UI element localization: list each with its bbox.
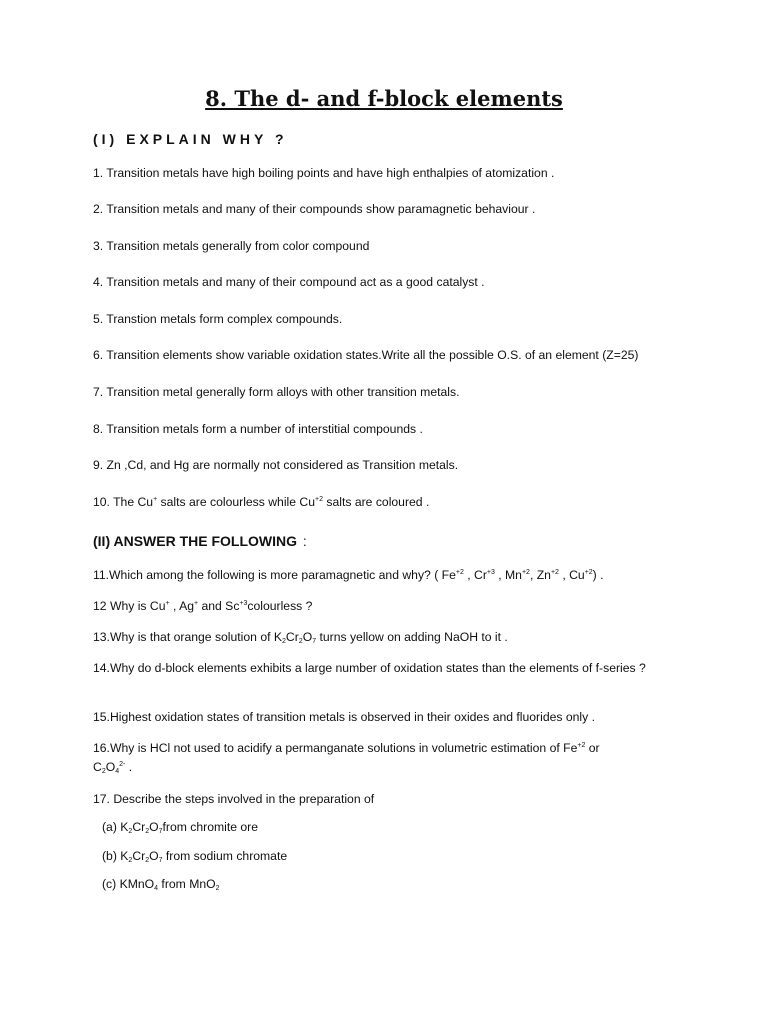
question-15: 15.Highest oxidation states of transition metals is observed in their oxides and fluorides only . [93,710,595,724]
question-13-text: O [302,630,313,644]
question-17a-text: from chromite ore [162,820,258,834]
formula-subscript: 7 [158,857,163,864]
question-16-text: 16.Why is HCl not used to acidify a permanganate solutions in volumetric estimation of Fe [93,741,578,755]
formula-subscript: 2 [128,857,133,864]
charge-superscript: +2 [455,569,464,576]
question-17b-text: O [149,849,159,863]
question-16-text: or [585,741,600,755]
question-11 [93,566,683,584]
formula-subscript: 2 [298,638,303,645]
formula-subscript: 7 [158,828,163,835]
charge-superscript: +2 [584,569,593,576]
formula-subscript: 7 [312,638,317,645]
question-10 [93,493,683,511]
charge-superscript: + [165,600,170,607]
section-heading-answer-following [93,533,307,549]
formula-subscript: 2 [145,857,150,864]
question-9: 9. Zn ,Cd, and Hg are normally not considered as Transition metals. [93,458,459,472]
section-heading-explain-why: (I) EXPLAIN WHY ? [93,131,288,147]
question-11-text: , Cr [463,568,487,582]
question-12-text: , Ag [169,599,194,613]
formula-subscript: 4 [115,768,120,775]
question-12 [93,597,683,615]
question-16 [93,739,683,757]
question-16-text: C [93,760,102,774]
question-16-text: O [105,760,116,774]
charge-superscript: 2- [119,761,126,768]
charge-superscript: + [153,496,158,503]
question-10-text: salts are colourless while Cu [157,495,315,509]
question-13-text: turns yellow on adding NaOH to it . [316,630,508,644]
question-12-text: colourless ? [247,599,313,613]
question-2: 2. Transition metals and many of their compounds show paramagnetic behaviour . [93,202,536,216]
question-5: 5. Transtion metals form complex compounds. [93,312,343,326]
formula-subscript: 2 [145,828,150,835]
question-17: 17. Describe the steps involved in the preparation of [93,792,375,806]
question-16-text: . [125,760,133,774]
question-13 [93,628,683,646]
question-11-text: , Mn [494,568,522,582]
formula-subscript: 2 [215,885,220,892]
question-12-text: 12 Why is Cu [93,599,166,613]
charge-superscript: +2 [577,742,586,749]
question-3: 3. Transition metals generally from color compound [93,239,370,253]
question-17b-text: Cr [132,849,146,863]
question-8: 8. Transition metals form a number of interstitial compounds . [93,422,423,436]
question-14: 14.Why do d-block elements exhibits a large number of oxidation states than the elements of f-series ? [93,661,646,675]
charge-superscript: +2 [315,496,323,503]
question-11-text: ) . [592,568,604,582]
question-17a-text: (a) K [102,820,129,834]
question-1: 1. Transition metals have high boiling points and have high enthalpies of atomization . [93,166,555,180]
formula-subscript: 2 [282,638,286,645]
question-4: 4. Transition metals and many of their compound act as a good catalyst . [93,275,485,289]
question-10-text: 10. The Cu [93,495,154,509]
question-17a-text: O [149,820,159,834]
question-11-text: , Zn [529,568,551,582]
question-11-text: , Cu [558,568,585,582]
charge-superscript: +3 [486,569,495,576]
question-17c-text: from MnO [158,877,216,891]
question-6: 6. Transition elements show variable oxidation states.Write all the possible O.S. of an element (Z=25) [93,348,639,362]
question-17b-text: from sodium chromate [162,849,288,863]
formula-subscript: 2 [128,828,133,835]
question-11-text: 11.Which among the following is more paramagnetic and why? ( Fe [93,568,456,582]
question-17c-text: (c) KMnO [102,877,155,891]
section-heading-text: (II) ANSWER THE FOLLOWING [93,533,298,549]
question-17b [102,847,692,865]
charge-superscript: +2 [521,569,530,576]
question-17b-text: (b) K [102,849,129,863]
question-13-text: Cr [285,630,299,644]
question-17a [102,818,692,836]
question-10-text: salts are coloured . [322,495,430,509]
charge-superscript: +3 [239,600,248,607]
page-title: 8. The d- and f-block elements [205,86,563,111]
question-7: 7. Transition metal generally form alloys with other transition metals. [93,385,460,399]
question-13-text: 13.Why is that orange solution of K [93,630,283,644]
charge-superscript: +2 [550,569,559,576]
charge-superscript: + [193,600,199,607]
question-16-continued [93,758,683,776]
formula-subscript: 4 [154,885,159,892]
question-17a-text: Cr [132,820,146,834]
section-heading-colon: : [302,533,307,549]
question-12-text: and Sc [198,599,240,613]
question-17c [102,875,692,893]
formula-subscript: 2 [101,768,106,775]
